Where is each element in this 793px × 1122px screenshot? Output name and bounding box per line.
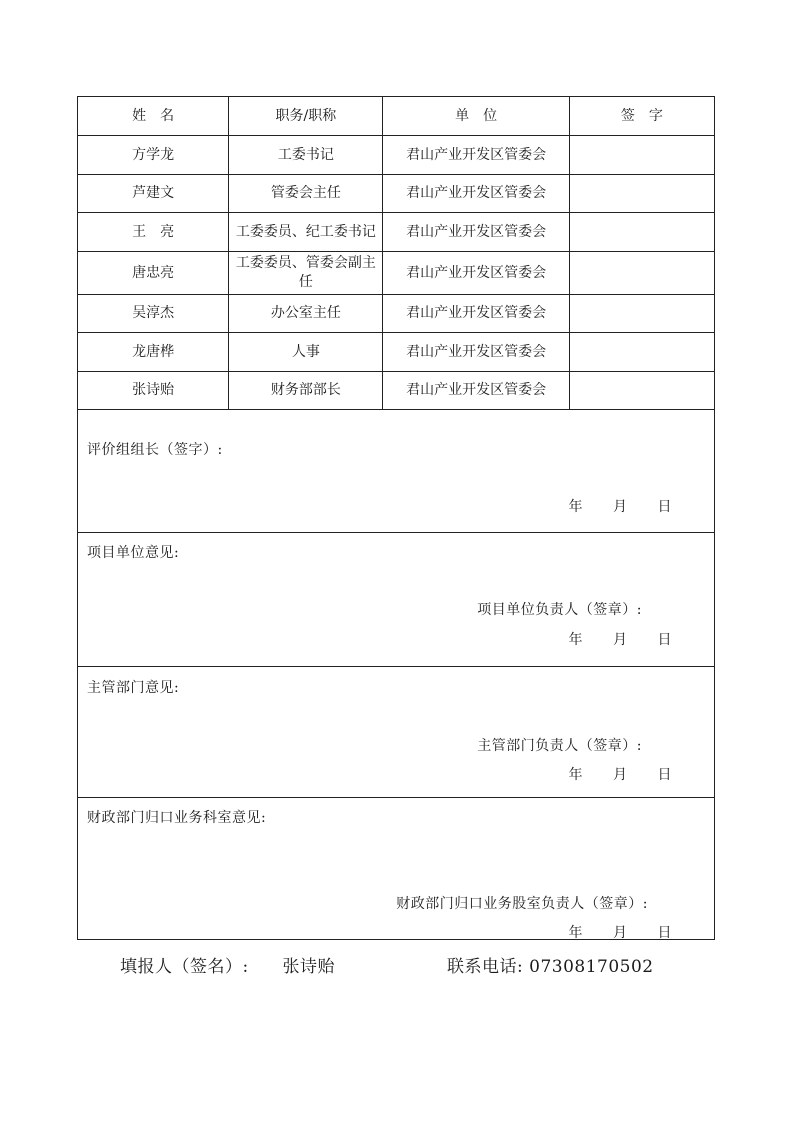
cell-sign[interactable]	[569, 333, 714, 372]
phone-number: 07308170502	[529, 957, 654, 977]
finance-label: 财政部门归口业务科室意见:	[87, 810, 267, 826]
date-year: 年	[568, 499, 583, 515]
filler-block	[120, 952, 335, 977]
date-day: 日	[657, 925, 672, 941]
cell-title: 人事	[229, 333, 383, 372]
cell-name: 方学龙	[78, 136, 229, 175]
cell-name: 唐忠亮	[78, 252, 229, 295]
table-row	[78, 333, 715, 372]
project-date	[569, 629, 673, 649]
member-table	[77, 96, 715, 410]
cell-unit: 君山产业开发区管委会	[383, 252, 569, 295]
header-title: 职务/职称	[229, 97, 383, 136]
date-year: 年	[568, 925, 583, 941]
date-month: 月	[613, 632, 628, 648]
cell-sign[interactable]	[569, 136, 714, 175]
cell-name: 吴淳杰	[78, 295, 229, 333]
table-row	[78, 295, 715, 333]
cell-unit: 君山产业开发区管委会	[383, 295, 569, 333]
project-resp: 项目单位负责人（签章）:	[477, 602, 642, 618]
date-month: 月	[613, 767, 628, 783]
cell-unit: 君山产业开发区管委会	[383, 213, 569, 252]
dept-section[interactable]	[77, 667, 715, 798]
cell-sign[interactable]	[569, 213, 714, 252]
date-month: 月	[613, 499, 628, 515]
date-year: 年	[568, 632, 583, 648]
table-row	[78, 175, 715, 213]
cell-sign[interactable]	[569, 295, 714, 333]
cell-name: 龙唐桦	[78, 333, 229, 372]
leader-date	[569, 496, 673, 516]
phone-block	[447, 952, 654, 977]
project-label: 项目单位意见:	[87, 545, 180, 561]
table-header-row	[78, 97, 715, 136]
cell-title: 办公室主任	[229, 295, 383, 333]
cell-title: 工委委员、管委会副主任	[229, 252, 383, 295]
dept-date	[569, 764, 673, 784]
header-unit: 单 位	[383, 97, 569, 136]
date-month: 月	[613, 925, 628, 941]
finance-section[interactable]	[77, 798, 715, 940]
cell-sign[interactable]	[569, 372, 714, 410]
header-name: 姓 名	[78, 97, 229, 136]
leader-label: 评价组组长（签字）:	[87, 442, 223, 458]
date-day: 日	[657, 767, 672, 783]
table-row	[78, 213, 715, 252]
table-row	[78, 252, 715, 295]
leader-section[interactable]	[77, 409, 715, 533]
date-day: 日	[657, 499, 672, 515]
header-sign: 签 字	[569, 97, 714, 136]
cell-unit: 君山产业开发区管委会	[383, 175, 569, 213]
cell-unit: 君山产业开发区管委会	[383, 136, 569, 175]
cell-name: 张诗贻	[78, 372, 229, 410]
filler-label: 填报人（签名）:	[120, 957, 249, 977]
filler-name: 张诗贻	[282, 957, 336, 977]
dept-resp: 主管部门负责人（签章）:	[477, 738, 642, 754]
cell-name: 王 亮	[78, 213, 229, 252]
finance-date	[569, 922, 673, 942]
table-row	[78, 136, 715, 175]
finance-resp: 财政部门归口业务股室负责人（签章）:	[396, 896, 648, 912]
phone-label: 联系电话:	[447, 957, 524, 977]
cell-sign[interactable]	[569, 252, 714, 295]
cell-title: 财务部部长	[229, 372, 383, 410]
date-day: 日	[657, 632, 672, 648]
table-row	[78, 372, 715, 410]
cell-unit: 君山产业开发区管委会	[383, 333, 569, 372]
project-section[interactable]	[77, 533, 715, 667]
cell-unit: 君山产业开发区管委会	[383, 372, 569, 410]
cell-sign[interactable]	[569, 175, 714, 213]
cell-name: 芦建文	[78, 175, 229, 213]
cell-title: 工委书记	[229, 136, 383, 175]
dept-label: 主管部门意见:	[87, 680, 180, 696]
cell-title: 工委委员、纪工委书记	[229, 213, 383, 252]
cell-title: 管委会主任	[229, 175, 383, 213]
date-year: 年	[568, 767, 583, 783]
